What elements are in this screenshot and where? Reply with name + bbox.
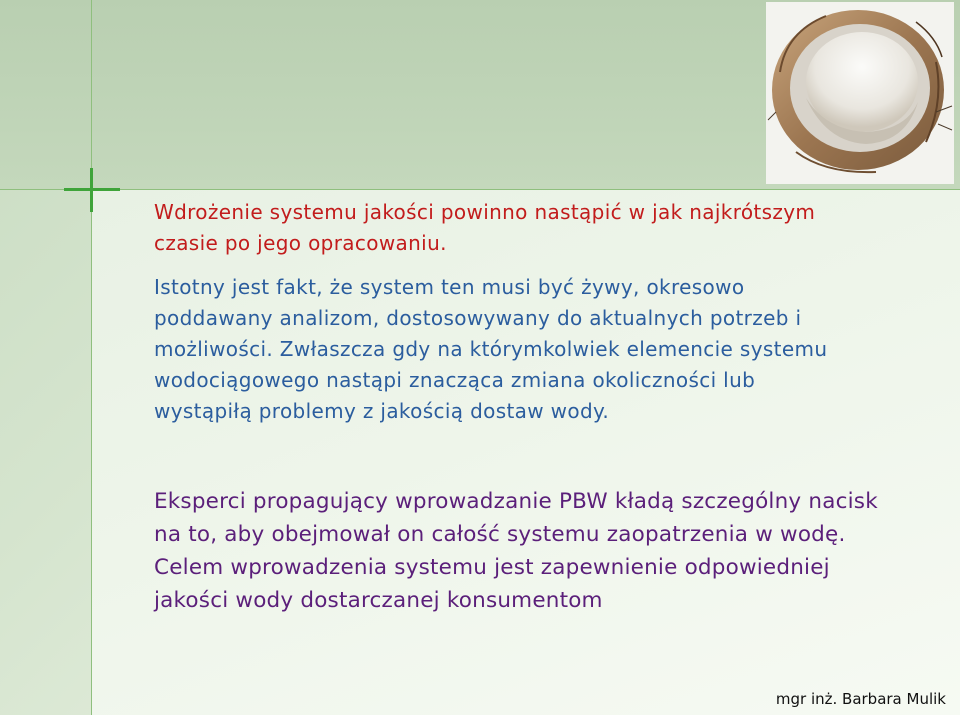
paragraph-line: czasie po jego opracowaniu. [154, 231, 447, 255]
cross-accent-horizontal [64, 188, 120, 191]
content-panel [92, 190, 960, 715]
pipe-cross-section-photo [766, 2, 954, 184]
paragraph-line: możliwości. Zwłaszcza gdy na którymkolwiek elemencie systemu [154, 337, 828, 361]
horizontal-divider [0, 189, 960, 190]
paragraph-line: wystąpiłą problemy z jakością dostaw wody. [154, 399, 610, 423]
vertical-divider [91, 0, 92, 715]
paragraph-line: Eksperci propagujący wprowadzanie PBW kładą szczególny nacisk [154, 489, 878, 514]
paragraph-line: na to, aby obejmował on całość systemu zaopatrzenia w wodę. [154, 522, 846, 547]
author-credit: mgr inż. Barbara Mulik [775, 690, 946, 708]
paragraph-line: jakości wody dostarczanej konsumentom [154, 588, 603, 613]
paragraph-line: Wdrożenie systemu jakości powinno nastąpić w jak najkrótszym [154, 200, 816, 224]
paragraph-line: poddawany analizom, dostosowywany do aktualnych potrzeb i [154, 306, 802, 330]
paragraph-quality-implementation [150, 197, 924, 259]
paragraph-experts-pbw [150, 485, 944, 617]
paragraph-line: Istotny jest fakt, że system ten musi być żywy, okresowo [154, 275, 745, 299]
paragraph-line: Celem wprowadzenia systemu jest zapewnienie odpowiedniej [154, 555, 830, 580]
paragraph-living-system [150, 272, 934, 427]
paragraph-line: wodociągowego nastąpi znacząca zmiana okoliczności lub [154, 368, 756, 392]
